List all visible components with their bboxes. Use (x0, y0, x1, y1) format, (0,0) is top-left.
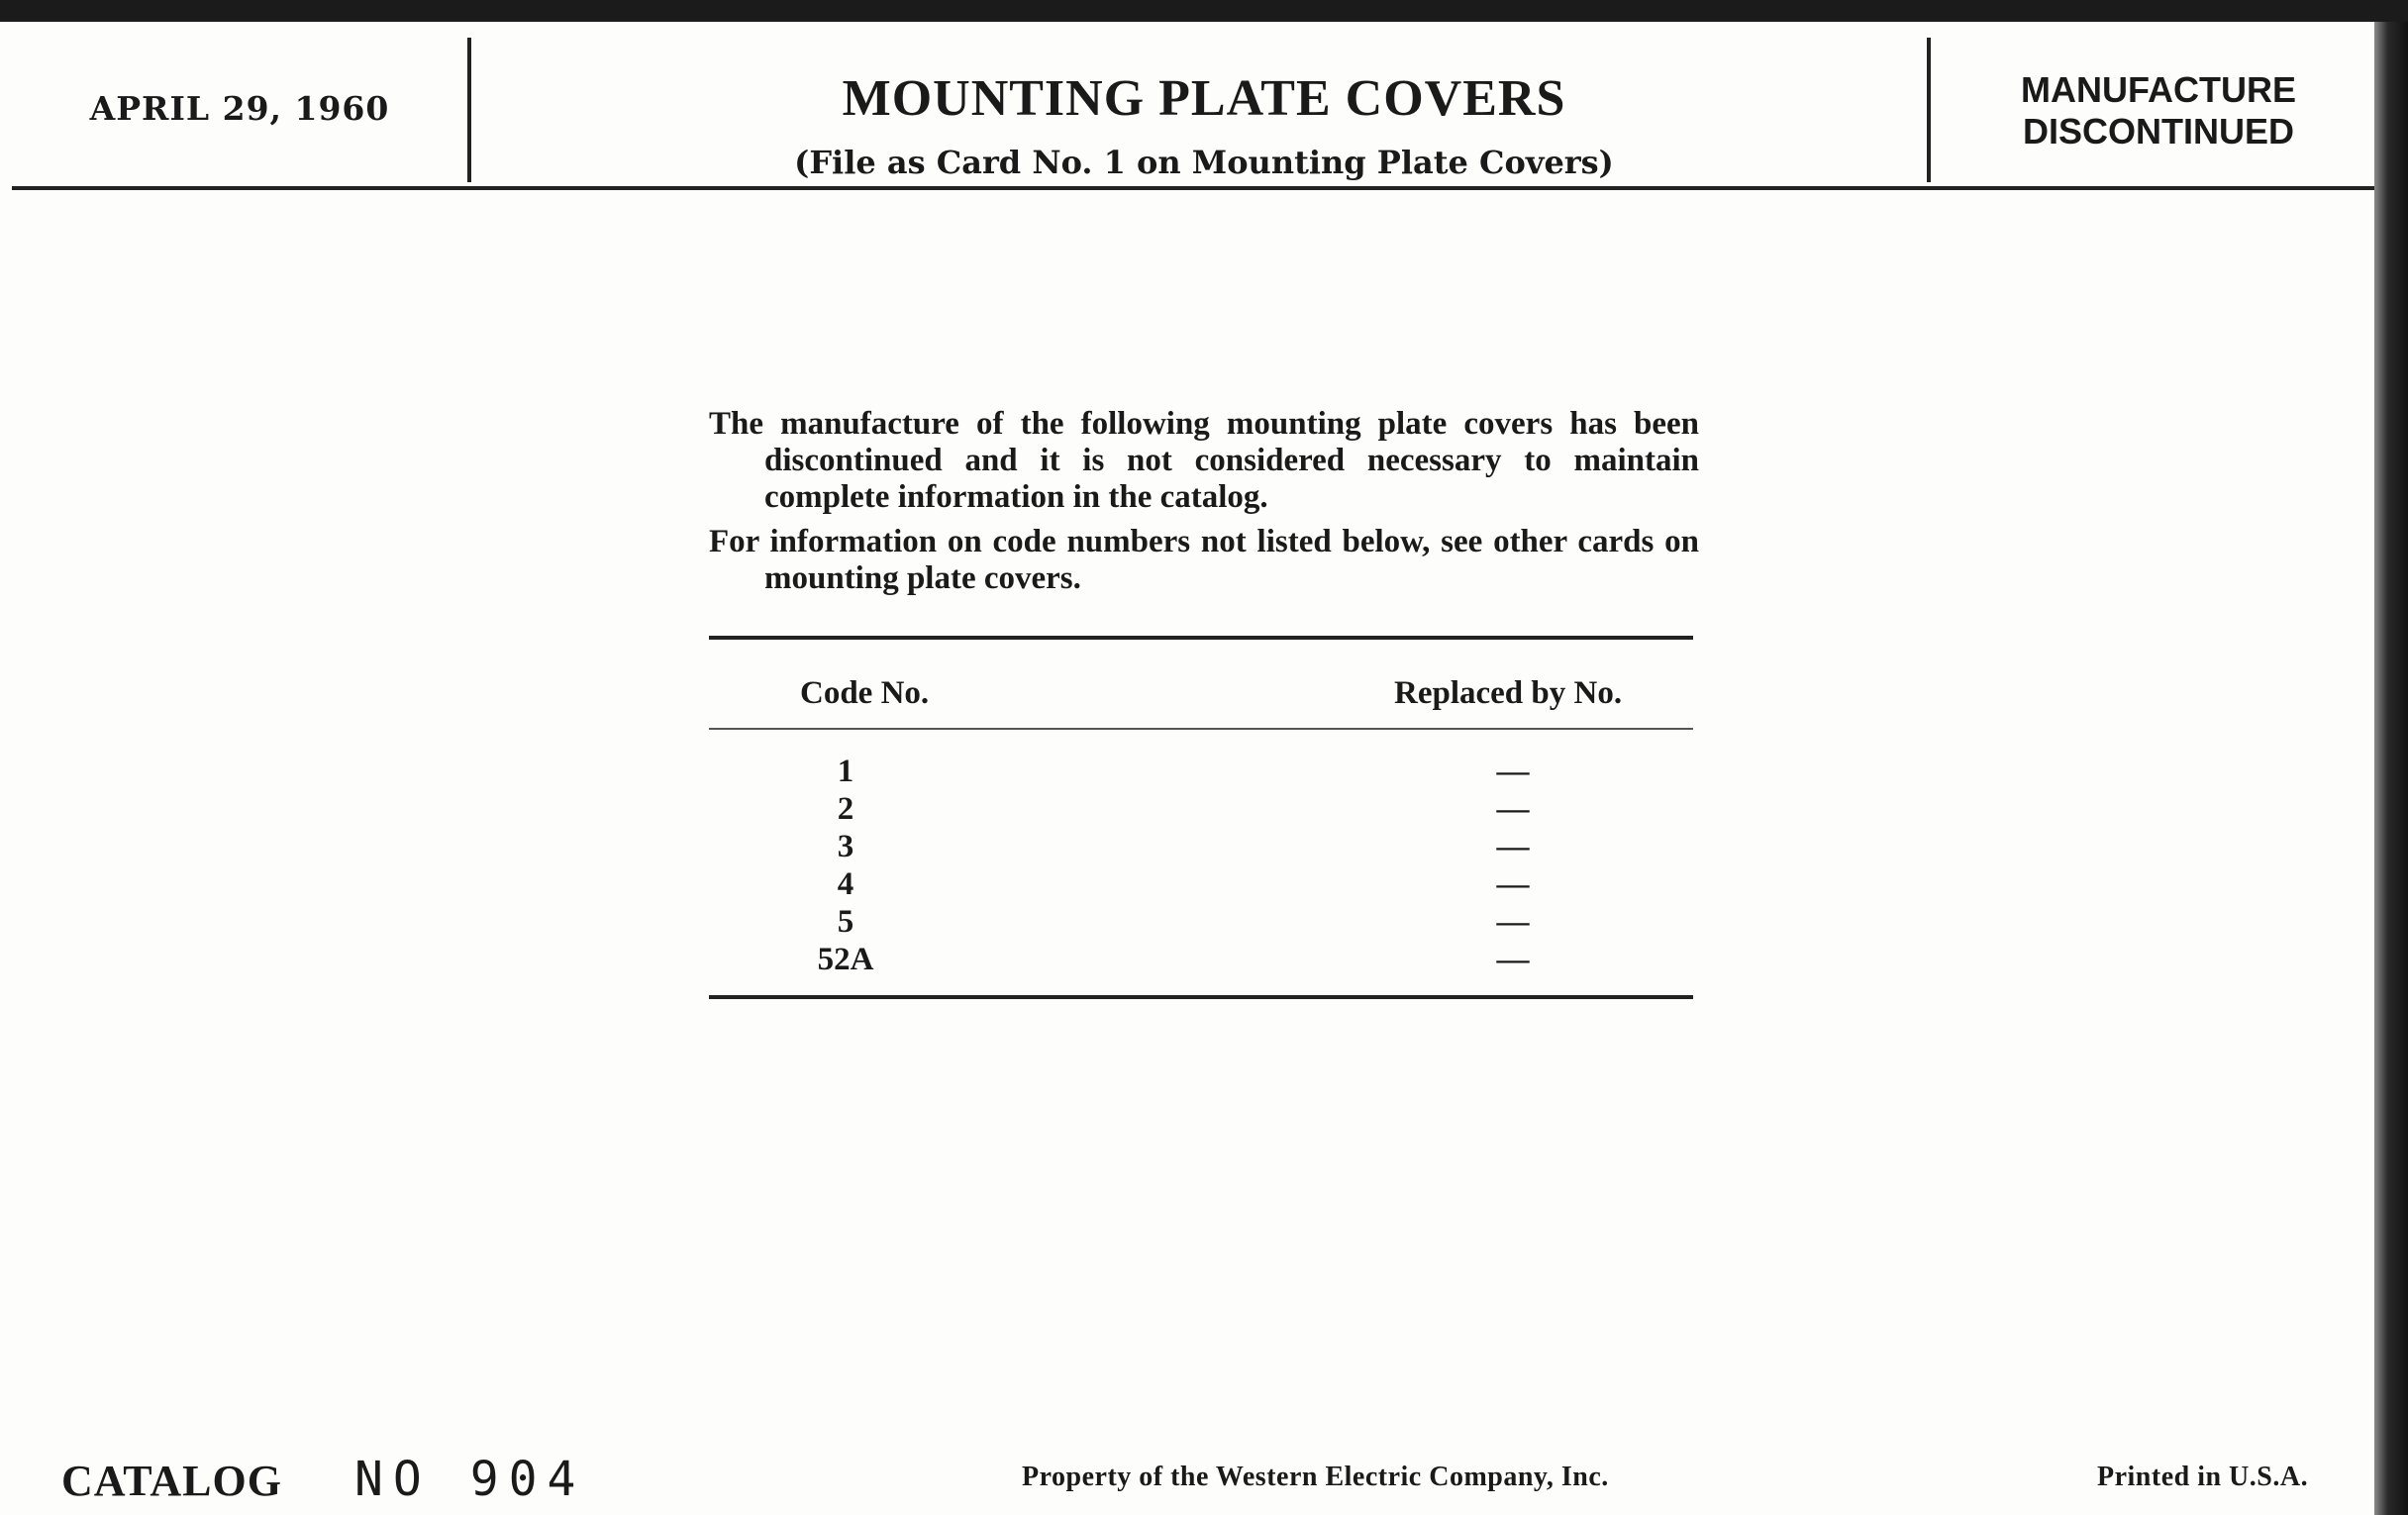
table-row (709, 828, 1693, 865)
catalog-card (0, 22, 2374, 1515)
replaced-cell: — (1496, 904, 1530, 940)
catalog-number: NO 904 (354, 1452, 586, 1507)
table-row (709, 753, 1693, 790)
table-top-rule (709, 636, 1693, 640)
status-line-2: DISCONTINUED (2022, 111, 2294, 152)
status-label (1943, 69, 2374, 152)
intro-text (709, 406, 1699, 605)
replaced-cell: — (1496, 754, 1530, 789)
property-notice: Property of the Western Electric Company, Inc. (1022, 1462, 1609, 1492)
printed-notice: Printed in U.S.A. (2097, 1462, 2309, 1492)
code-cell: 4 (837, 866, 854, 902)
table-row (709, 941, 1693, 978)
catalog-label: CATALOG (61, 1457, 282, 1505)
table-header-rule (709, 728, 1693, 730)
header-title-block (471, 22, 1937, 186)
replaced-cell: — (1496, 866, 1530, 902)
page-title: MOUNTING PLATE COVERS (842, 70, 1566, 127)
code-cell: 52A (817, 942, 874, 977)
replaced-cell: — (1496, 942, 1530, 977)
table-row (709, 903, 1693, 941)
code-cell: 3 (837, 829, 854, 864)
table-body (709, 753, 1693, 978)
intro-paragraph-2: For information on code numbers not listed below, see other cards on mounting plate covers. (709, 524, 1699, 596)
table-bottom-rule (709, 995, 1693, 999)
code-cell: 2 (837, 791, 854, 827)
scan-edge-shadow (2374, 22, 2408, 1515)
page-subtitle: (File as Card No. 1 on Mounting Plate Covers) (794, 144, 1614, 181)
card-header (12, 22, 2374, 190)
replaced-cell: — (1496, 829, 1530, 864)
replaced-cell: — (1496, 791, 1530, 827)
status-line-1: MANUFACTURE (2021, 69, 2296, 110)
code-cell: 5 (837, 904, 854, 940)
issue-date: APRIL 29, 1960 (89, 88, 390, 128)
code-cell: 1 (837, 754, 854, 789)
intro-paragraph-1: The manufacture of the following mounting plate covers has been discontinued and it is not considered necessary to maintain complete information in the catalog. (709, 406, 1699, 515)
table-row (709, 865, 1693, 903)
column-header-replaced: Replaced by No. (1394, 675, 1623, 711)
header-divider-right (1927, 38, 1931, 182)
column-header-code: Code No. (800, 675, 930, 711)
table-row (709, 790, 1693, 828)
